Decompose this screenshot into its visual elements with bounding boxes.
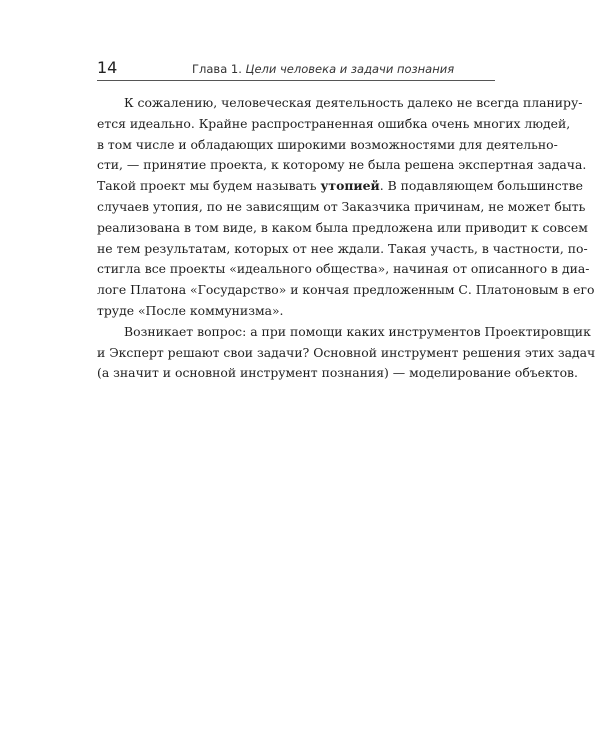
paragraph-2 bbox=[97, 322, 596, 384]
text-line: ется идеально. Крайне распространенная ошибка очень многих людей, bbox=[97, 115, 571, 131]
text-line bbox=[97, 176, 583, 197]
text-line: и Эксперт решают свои задачи? Основной инструмент решения этих задач bbox=[97, 344, 596, 360]
running-head bbox=[192, 62, 454, 76]
text-line: сти, — принятие проекта, к которому не была решена экспертная задача. bbox=[97, 157, 587, 173]
text-line: труде «После коммунизма». bbox=[97, 302, 284, 318]
paragraph-1 bbox=[97, 93, 595, 322]
text-segment: Такой проект мы будем называть bbox=[97, 178, 321, 194]
body-text bbox=[97, 93, 596, 384]
text-segment: . В подавляющем большинстве bbox=[379, 178, 583, 194]
text-line: случаев утопия, по не зависящим от Заказчика причинам, не может быть bbox=[97, 198, 586, 214]
chapter-label: Глава 1. bbox=[192, 62, 242, 76]
page-header bbox=[97, 58, 495, 81]
text-line: реализована в том виде, в каком была предложена или приводит к совсем bbox=[97, 219, 588, 235]
chapter-title: Цели человека и задачи познания bbox=[245, 62, 455, 76]
text-line: (а значит и основной инструмент познания) — моделирование объектов. bbox=[97, 365, 578, 381]
text-line: Возникает вопрос: а при помощи каких инструментов Проектировщик bbox=[124, 323, 591, 339]
text-line: не тем результатам, которых от нее ждали. Такая участь, в частности, по- bbox=[97, 240, 588, 256]
text-line: К сожалению, человеческая деятельность далеко не всегда планиру- bbox=[124, 95, 583, 110]
page-number: 14 bbox=[97, 58, 118, 77]
text-line: логе Платона «Государство» и кончая предложенным С. Платоновым в его bbox=[97, 282, 595, 298]
term-utopia: утопией bbox=[320, 178, 380, 194]
text-line: в том числе и обладающих широкими возможностями для деятельно- bbox=[97, 136, 558, 152]
text-line: стигла все проекты «идеального общества», начиная от описанного в диа- bbox=[97, 261, 590, 277]
